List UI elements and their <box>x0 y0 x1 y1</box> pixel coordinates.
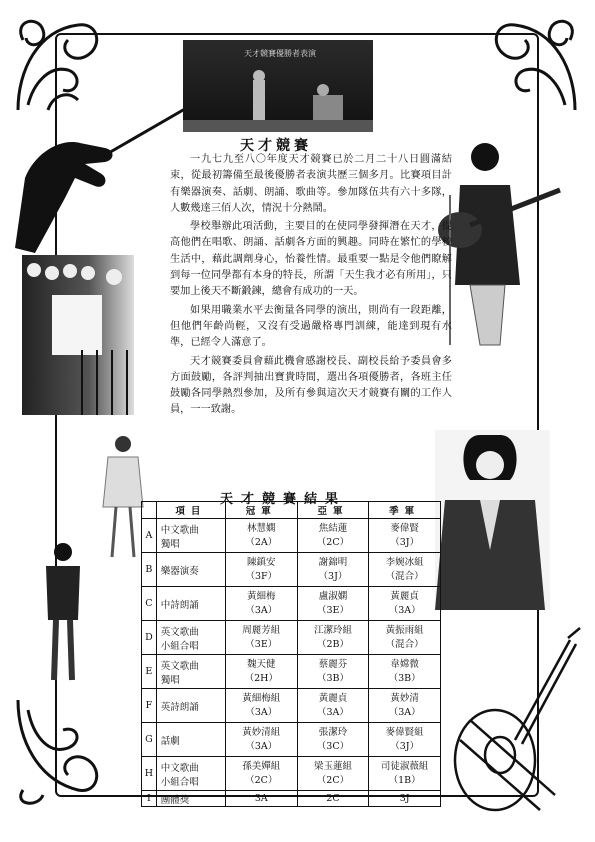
results-table <box>141 501 441 807</box>
second-place: 梁玉蓮組 （2C） <box>297 757 369 791</box>
second-place: 江潔玲組 （2B） <box>297 621 369 655</box>
event-name: 樂器演奏 <box>156 553 225 587</box>
second-place: 黃麗貞 （3A） <box>297 689 369 723</box>
header-letter <box>142 502 157 519</box>
first-place: 黃細梅組 （3A） <box>225 689 297 723</box>
row-letter: A <box>142 519 157 553</box>
table-row <box>142 655 441 689</box>
results-title: 天才競賽結果 <box>220 492 347 507</box>
first-place: 3A <box>225 791 297 807</box>
first-place: 周麗芳組 （3E） <box>225 621 297 655</box>
table-row <box>142 723 441 757</box>
solo-singer-photo <box>38 540 88 685</box>
results-header-row <box>142 502 441 519</box>
table-row <box>142 553 441 587</box>
row-letter: G <box>142 723 157 757</box>
header-third: 季軍 <box>369 502 441 519</box>
third-place: 黃妙清 （3A） <box>369 689 441 723</box>
table-row <box>142 587 441 621</box>
third-place: 麥偉賢 （3J） <box>369 519 441 553</box>
stage-banner-text: 天才競賽優勝者表演 <box>244 49 316 58</box>
row-letter: I <box>142 791 157 807</box>
first-place: 孫美嬋組 （2C） <box>225 757 297 791</box>
results-body <box>142 519 441 807</box>
second-place: 謝錦明 （3J） <box>297 553 369 587</box>
article-paragraph: 如果用職業水平去衡量各同學的演出，則尚有一段距離，但他們年齡尚輕，又沒有受過嚴格專門訓練，能達到現有水準，已經令人滿意了。 <box>170 304 452 349</box>
second-place: 焦結蓮 （2C） <box>297 519 369 553</box>
article-paragraph: 學校舉辦此項活動，主要目的在使同學發揮潛在天才，提高他們在唱歌、朗誦、話劇各方面的興趣。同時在繁忙的學校生活中，藉此調劑身心，怡養性情。最重要一點是令他們瞭解到每一位同學都有本身的特長，所謂「天生我才必有所用」，只要加上後天不斷鍛鍊，總會有成功的一天。 <box>170 221 452 298</box>
third-place: 黃振雨組 （混合） <box>369 621 441 655</box>
event-name: 中詩朗誦 <box>156 587 225 621</box>
second-place: 張潔玲 （3C） <box>297 723 369 757</box>
header-event: 項目 <box>156 502 225 519</box>
article-body <box>170 152 452 421</box>
third-place: 韋嫦微 （3B） <box>369 655 441 689</box>
event-name: 中文歌曲 小組合唱 <box>156 757 225 791</box>
row-letter: H <box>142 757 157 791</box>
choir-photo <box>22 255 134 415</box>
table-row <box>142 757 441 791</box>
article-paragraph: 天才競賽委員會藉此機會感謝校長、副校長給予委員會多方面鼓勵，各評判抽出寶貴時間，選出各項優勝者，各班主任鼓勵各同學熱烈參加，及所有參與這次天才競賽有關的工作人員，一一致謝。 <box>170 355 452 416</box>
table-row <box>142 621 441 655</box>
article-title: 天才競賽 <box>240 138 312 154</box>
table-row <box>142 689 441 723</box>
article-paragraph: 一九七九至八〇年度天才競賽已於二月二十八日圓滿結束，從最初籌備至最後優勝者表演共歷三個多月。比賽項目計有樂器演奏、話劇、朗誦、歌曲等。參加隊伍共有六十多隊，人數幾達三佰人次，情況十分熱鬧。 <box>170 154 452 214</box>
third-place: 麥偉賢組 （3J） <box>369 723 441 757</box>
header-second: 亞軍 <box>297 502 369 519</box>
header-first: 冠軍 <box>225 502 297 519</box>
row-letter: D <box>142 621 157 655</box>
event-name: 話劇 <box>156 723 225 757</box>
suit-singer-photo <box>435 430 550 610</box>
third-place: 李婉冰組 （混合） <box>369 553 441 587</box>
first-place: 林慧嫻 （2A） <box>225 519 297 553</box>
event-name: 中文歌曲 獨唱 <box>156 519 225 553</box>
first-place: 黃細梅 （3A） <box>225 587 297 621</box>
row-letter: B <box>142 553 157 587</box>
second-place: 盧淑嫻 （3E） <box>297 587 369 621</box>
row-letter: F <box>142 689 157 723</box>
event-name: 團體獎 <box>156 791 225 807</box>
first-place: 魏天健 （2H） <box>225 655 297 689</box>
event-name: 英文歌曲 獨唱 <box>156 655 225 689</box>
event-name: 英詩朗誦 <box>156 689 225 723</box>
third-place: 黃麗貞 （3A） <box>369 587 441 621</box>
row-letter: C <box>142 587 157 621</box>
table-row <box>142 791 441 807</box>
first-place: 陳鎮安 （3F） <box>225 553 297 587</box>
third-place: 3J <box>369 791 441 807</box>
second-place: 蔡麗芬 （3B） <box>297 655 369 689</box>
event-name: 英文歌曲 小組合唱 <box>156 621 225 655</box>
row-letter: E <box>142 655 157 689</box>
table-row <box>142 519 441 553</box>
first-place: 黃妙清組 （3A） <box>225 723 297 757</box>
second-place: 2C <box>297 791 369 807</box>
third-place: 司徒淑薇組 （1B） <box>369 757 441 791</box>
